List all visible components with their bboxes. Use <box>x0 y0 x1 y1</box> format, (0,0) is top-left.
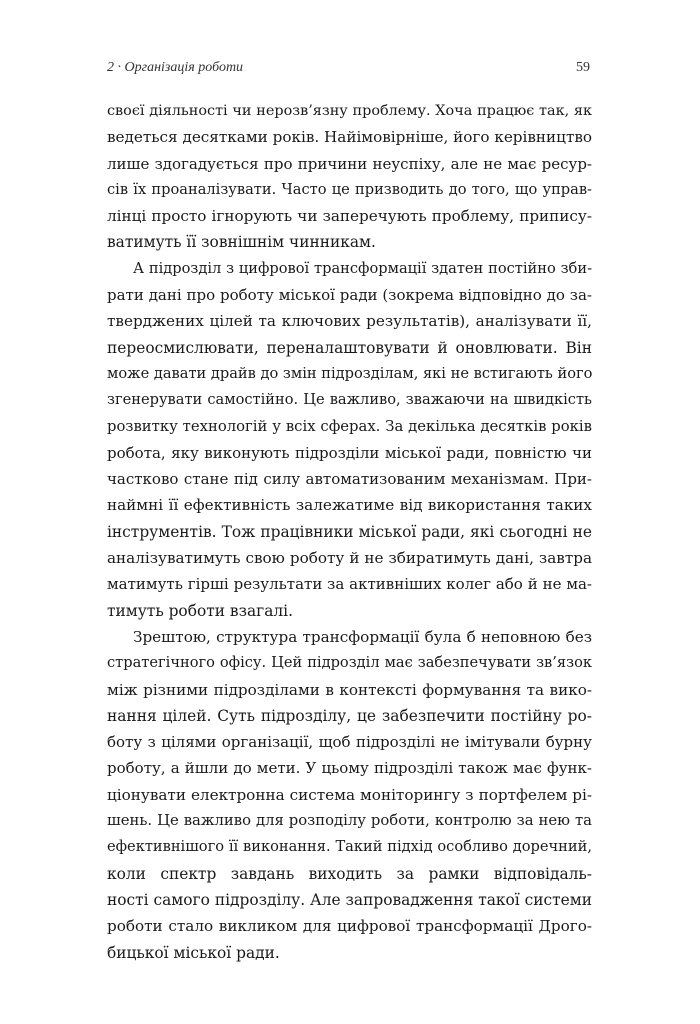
text-line: ведеться десятками років. Найімовірніше, його керівництво <box>107 128 592 147</box>
text-line: боту з цілями організації, щоб підрозділі не імітували бурну <box>107 733 592 752</box>
paragraph <box>107 624 592 966</box>
text-line: ності самого підрозділу. Але запровадження такої системи <box>107 890 592 909</box>
text-line: ватимуть її зовнішнім чинникам. <box>107 233 376 252</box>
text-line: робота, яку виконують підрозділи міської ради, повністю чи <box>107 443 592 462</box>
text-line: матимуть гірші результати за активніших колег або й не ма- <box>107 575 592 594</box>
text-line: А підрозділ з цифрової трансформації здатен постійно зби- <box>133 259 592 277</box>
running-head-section: 2 · Організація роботи <box>107 60 244 75</box>
text-line: коли спектр завдань виходить за рамки відповідаль- <box>107 864 592 883</box>
text-line: рати дані про роботу міської ради (зокрема відповідно до за- <box>107 286 592 305</box>
text-line: ціонувати електронна система моніторингу з портфелем рі- <box>107 785 592 804</box>
text-line: сів їх проаналізувати. Часто це призводить до того, що управ- <box>107 180 592 198</box>
paragraph <box>107 256 592 624</box>
text-line: тверджених цілей та ключових результатів), аналізувати її, <box>107 312 592 331</box>
text-line: шень. Це важливо для розподілу роботи, контролю за нею та <box>107 812 592 830</box>
text-line: стратегічного офісу. Цей підрозділ має забезпечувати зв’язок <box>107 654 592 672</box>
text-line: лінці просто ігнорують чи заперечують проблему, припису- <box>107 207 592 226</box>
text-line: бицької міської ради. <box>107 943 280 962</box>
text-line: частково стане під силу автоматизованим механізмам. При- <box>107 470 592 489</box>
page-number: 59 <box>576 60 590 75</box>
text-line: роботу, а йшли до мети. У цьому підрозділі також має функ- <box>107 759 592 778</box>
text-line: аналізуватимуть свою роботу й не збиратимуть дані, завтра <box>107 549 592 568</box>
text-line: тимуть роботи взагалі. <box>107 601 293 620</box>
text-line: нання цілей. Суть підрозділу, це забезпечити постійну ро- <box>107 706 592 725</box>
text-line: лише здогадується про причини неуспіху, але не має ресур- <box>107 154 592 173</box>
paragraph <box>107 98 592 256</box>
text-line: ефективнішого її виконання. Такий підхід особливо доречний, <box>107 838 592 856</box>
text-line: наймні її ефективність залежатиме від використання таких <box>107 496 592 515</box>
text-line: переосмислювати, переналаштовувати й оновлювати. Він <box>107 338 592 357</box>
text-line: своєї діяльності чи нерозв’язну проблему. Хоча працює так, як <box>107 103 592 119</box>
text-line: може давати драйв до змін підрозділам, які не встигають його <box>107 364 592 382</box>
text-line: розвитку технологій у всіх сферах. За декілька десятків років <box>107 417 592 435</box>
text-line: між різними підрозділами в контексті формування та вико- <box>107 680 592 699</box>
text-line: згенерувати самостійно. Це важливо, зважаючи на швидкість <box>107 391 592 409</box>
text-line: інструментів. Тож працівники міської ради, які сьогодні не <box>107 522 592 541</box>
text-line: Зрештою, структура трансформації була б неповною без <box>133 627 592 646</box>
running-head <box>107 60 590 80</box>
body-text <box>107 98 592 966</box>
text-line: роботи стало викликом для цифрової трансформації Дрого- <box>107 917 592 936</box>
